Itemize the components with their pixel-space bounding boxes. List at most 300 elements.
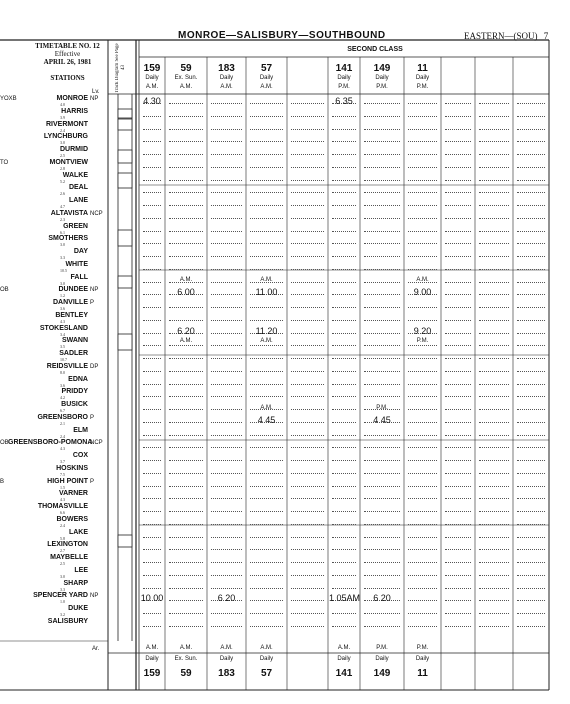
station-distance: 3.2 bbox=[60, 612, 65, 617]
leader-dots bbox=[517, 154, 545, 155]
leader-dots bbox=[445, 141, 471, 142]
leader-dots bbox=[291, 282, 324, 283]
leader-dots bbox=[479, 358, 509, 359]
leader-dots bbox=[169, 626, 203, 627]
leader-dots bbox=[291, 409, 324, 410]
leader-dots bbox=[445, 307, 471, 308]
station-name: SADLER bbox=[59, 350, 88, 357]
leader-dots bbox=[169, 205, 203, 206]
schedule-time: 9 00 bbox=[413, 287, 432, 298]
leader-dots bbox=[291, 562, 324, 563]
leader-dots bbox=[479, 575, 509, 576]
leader-dots bbox=[169, 600, 203, 601]
leader-dots bbox=[479, 588, 509, 589]
leader-dots bbox=[250, 218, 283, 219]
meridiem-bottom: P.M. bbox=[416, 645, 429, 651]
station-name: WALKE bbox=[62, 171, 88, 179]
leader-dots bbox=[408, 498, 437, 499]
leader-dots bbox=[250, 435, 283, 436]
train-number-header: 149 bbox=[373, 63, 391, 74]
leader-dots bbox=[517, 626, 545, 627]
station-distance: 2.5 bbox=[60, 153, 65, 158]
leader-dots bbox=[364, 333, 400, 334]
leader-dots bbox=[291, 192, 324, 193]
leader-dots bbox=[408, 180, 437, 181]
leader-dots bbox=[211, 269, 242, 270]
leader-dots bbox=[517, 460, 545, 461]
leader-dots bbox=[169, 167, 203, 168]
leader-dots bbox=[364, 562, 400, 563]
leader-dots bbox=[250, 537, 283, 538]
leader-dots bbox=[517, 537, 545, 538]
leader-dots bbox=[517, 320, 545, 321]
leader-dots bbox=[479, 498, 509, 499]
leader-dots bbox=[479, 562, 509, 563]
station-name: MAYBELLE bbox=[50, 554, 88, 561]
leader-dots bbox=[517, 473, 545, 474]
leader-dots bbox=[332, 218, 356, 219]
leader-dots bbox=[408, 422, 437, 423]
leader-dots bbox=[250, 486, 283, 487]
leader-dots bbox=[291, 294, 324, 295]
leader-dots bbox=[364, 358, 400, 359]
leader-dots bbox=[408, 231, 437, 232]
leader-dots bbox=[143, 486, 161, 487]
leader-dots bbox=[517, 116, 545, 117]
leader-dots bbox=[291, 243, 324, 244]
leader-dots bbox=[517, 498, 545, 499]
eastern-text: EASTERN—(SOU) bbox=[464, 31, 538, 41]
leader-dots bbox=[169, 371, 203, 372]
station-name: DUNDEE bbox=[58, 286, 88, 294]
leader-dots bbox=[250, 384, 283, 385]
schedule-time: 6 20 bbox=[177, 325, 195, 336]
station-distance: 10.7 bbox=[60, 357, 67, 362]
leader-dots bbox=[250, 231, 283, 232]
leader-dots bbox=[332, 396, 356, 397]
leader-dots bbox=[143, 498, 161, 499]
leader-dots bbox=[143, 218, 161, 219]
leader-dots bbox=[143, 460, 161, 461]
meridiem-bottom: A.M. bbox=[337, 645, 351, 651]
leader-dots bbox=[479, 409, 509, 410]
train-number-footer: 149 bbox=[373, 668, 391, 679]
station-distance: 3.3 bbox=[60, 586, 65, 592]
leader-dots bbox=[479, 486, 509, 487]
schedule-time: 6 20 bbox=[373, 593, 391, 604]
station-name: LEE bbox=[74, 566, 88, 574]
leader-dots bbox=[332, 435, 356, 436]
meridiem-bottom: P.M. bbox=[376, 645, 388, 651]
leader-dots bbox=[445, 396, 471, 397]
station-distance: 3.4 bbox=[60, 331, 65, 337]
leader-dots bbox=[408, 345, 437, 346]
leader-dots bbox=[479, 141, 509, 142]
leader-dots bbox=[169, 218, 203, 219]
leader-dots bbox=[250, 371, 283, 372]
station-facility: NCP bbox=[90, 210, 103, 217]
leader-dots bbox=[517, 167, 545, 168]
leader-dots bbox=[364, 345, 400, 346]
leader-dots bbox=[332, 180, 356, 181]
leader-dots bbox=[332, 358, 356, 359]
leader-dots bbox=[169, 524, 203, 525]
leader-dots bbox=[479, 180, 509, 181]
leader-dots bbox=[364, 256, 400, 257]
leader-dots bbox=[332, 384, 356, 385]
leader-dots bbox=[408, 205, 437, 206]
leader-dots bbox=[332, 269, 356, 270]
leader-dots bbox=[169, 537, 203, 538]
leader-dots bbox=[143, 116, 161, 117]
station-name: MONROE bbox=[56, 95, 88, 102]
leader-dots bbox=[211, 422, 242, 423]
leader-dots bbox=[250, 192, 283, 193]
leader-dots bbox=[169, 486, 203, 487]
station-facility: P bbox=[90, 478, 95, 485]
leader-dots bbox=[250, 498, 283, 499]
leader-dots bbox=[143, 358, 161, 359]
station-name: BOWERS bbox=[56, 515, 88, 523]
leader-dots bbox=[332, 154, 356, 155]
leader-dots bbox=[332, 473, 356, 474]
leader-dots bbox=[408, 129, 437, 130]
station-name: DAY bbox=[73, 248, 88, 255]
leader-dots bbox=[445, 231, 471, 232]
leader-dots bbox=[479, 549, 509, 550]
leader-dots bbox=[211, 537, 242, 538]
leader-dots bbox=[211, 103, 242, 104]
leader-dots bbox=[211, 294, 242, 295]
leader-dots bbox=[211, 588, 242, 589]
page-number: 7 bbox=[543, 31, 549, 41]
leader-dots bbox=[291, 384, 324, 385]
leader-dots bbox=[169, 396, 203, 397]
leader-dots bbox=[445, 282, 471, 283]
station-name: GREENSBORO-POMONA bbox=[8, 439, 93, 447]
leader-dots bbox=[143, 129, 161, 130]
leader-dots bbox=[169, 447, 203, 448]
leader-dots bbox=[332, 422, 356, 423]
train-days-footer: Daily bbox=[219, 656, 234, 662]
leader-dots bbox=[211, 371, 242, 372]
leader-dots bbox=[408, 154, 437, 155]
leader-dots bbox=[364, 447, 400, 448]
train-number-footer: 159 bbox=[143, 668, 161, 679]
effective-label: Effective bbox=[54, 50, 81, 58]
leader-dots bbox=[408, 613, 437, 614]
leader-dots bbox=[291, 218, 324, 219]
leader-dots bbox=[479, 192, 509, 193]
leader-dots bbox=[517, 486, 545, 487]
leader-dots bbox=[291, 422, 324, 423]
leader-dots bbox=[211, 486, 242, 487]
leader-dots bbox=[517, 333, 545, 334]
leader-dots bbox=[169, 422, 203, 423]
station-code: YOXB bbox=[0, 96, 17, 102]
train-number-footer: 57 bbox=[260, 668, 273, 679]
leader-dots bbox=[143, 231, 161, 232]
leader-dots bbox=[364, 549, 400, 550]
station-name: GREEN bbox=[63, 222, 88, 230]
leader-dots bbox=[250, 600, 283, 601]
train-days-header: Daily bbox=[337, 75, 351, 81]
station-name: DUKE bbox=[68, 605, 88, 612]
leader-dots bbox=[332, 333, 356, 334]
leader-dots bbox=[445, 498, 471, 499]
leader-dots bbox=[408, 588, 437, 589]
leader-dots bbox=[479, 103, 509, 104]
leader-dots bbox=[364, 588, 400, 589]
leader-dots bbox=[479, 613, 509, 614]
leader-dots bbox=[332, 320, 356, 321]
station-name: LANE bbox=[68, 197, 88, 204]
leader-dots bbox=[332, 345, 356, 346]
leader-dots bbox=[445, 103, 471, 104]
leader-dots bbox=[143, 409, 161, 410]
leader-dots bbox=[250, 320, 283, 321]
train-number-footer: 141 bbox=[335, 668, 353, 679]
leader-dots bbox=[291, 613, 324, 614]
leader-dots bbox=[143, 562, 161, 563]
leader-dots bbox=[332, 129, 356, 130]
leader-dots bbox=[332, 141, 356, 142]
leader-dots bbox=[169, 243, 203, 244]
leader-dots bbox=[211, 141, 242, 142]
leader-dots bbox=[250, 269, 283, 270]
leader-dots bbox=[250, 588, 283, 589]
schedule-time: 6 35 bbox=[335, 96, 353, 106]
leader-dots bbox=[445, 294, 471, 295]
page-title: MONROE—SALISBURY—SOUTHBOUND bbox=[178, 30, 386, 41]
leader-dots bbox=[143, 473, 161, 474]
leader-dots bbox=[250, 626, 283, 627]
station-distance: 5.2 bbox=[60, 178, 65, 184]
station-name: DEAL bbox=[68, 184, 88, 192]
station-name: GREENSBORO bbox=[37, 413, 88, 421]
train-days-header: Daily bbox=[259, 75, 274, 81]
leader-dots bbox=[143, 141, 161, 142]
station-name: FALL bbox=[70, 273, 88, 281]
leader-dots bbox=[291, 129, 324, 130]
leader-dots bbox=[408, 460, 437, 461]
station-distance: 8.0 bbox=[60, 369, 65, 375]
leader-dots bbox=[143, 269, 161, 270]
leader-dots bbox=[143, 588, 161, 589]
leader-dots bbox=[445, 345, 471, 346]
leader-dots bbox=[332, 282, 356, 283]
leader-dots bbox=[291, 575, 324, 576]
leader-dots bbox=[211, 549, 242, 550]
leader-dots bbox=[332, 498, 356, 499]
leader-dots bbox=[143, 294, 161, 295]
leader-dots bbox=[291, 447, 324, 448]
leader-dots bbox=[479, 282, 509, 283]
leader-dots bbox=[517, 575, 545, 576]
station-distance: 3.6 bbox=[60, 306, 65, 311]
station-facility: P bbox=[90, 300, 95, 306]
leader-dots bbox=[445, 511, 471, 512]
leader-dots bbox=[479, 256, 509, 257]
leader-dots bbox=[445, 473, 471, 474]
leader-dots bbox=[517, 562, 545, 563]
leader-dots bbox=[408, 256, 437, 257]
meridiem-top: P.M. bbox=[338, 84, 350, 90]
leader-dots bbox=[445, 129, 471, 130]
station-name: COX bbox=[72, 452, 88, 459]
station-facility: NP bbox=[90, 96, 99, 102]
leader-dots bbox=[211, 358, 242, 359]
leader-dots bbox=[332, 562, 356, 563]
meridiem-bottom: A.M. bbox=[145, 645, 159, 651]
leader-dots bbox=[211, 498, 242, 499]
leader-dots bbox=[143, 167, 161, 168]
leader-dots bbox=[250, 154, 283, 155]
leader-dots bbox=[291, 358, 324, 359]
leader-dots bbox=[445, 269, 471, 270]
train-number-header: 11 bbox=[417, 63, 428, 74]
leader-dots bbox=[211, 218, 242, 219]
leader-dots bbox=[517, 129, 545, 130]
leader-dots bbox=[291, 116, 324, 117]
train-days-footer: Daily bbox=[145, 656, 159, 662]
leader-dots bbox=[169, 409, 203, 410]
leader-dots bbox=[479, 205, 509, 206]
leader-dots bbox=[445, 549, 471, 550]
leader-dots bbox=[169, 103, 203, 104]
schedule-time: 9 20 bbox=[413, 325, 432, 336]
leader-dots bbox=[445, 167, 471, 168]
leader-dots bbox=[169, 460, 203, 461]
train-number-header: 57 bbox=[260, 63, 273, 74]
leader-dots bbox=[408, 371, 437, 372]
leader-dots bbox=[408, 103, 437, 104]
train-days-header: Ex. Sun. bbox=[174, 75, 198, 81]
schedule-time: 10 00 bbox=[140, 593, 164, 604]
station-distance: 1.0 bbox=[60, 599, 65, 605]
station-distance: 4.3 bbox=[60, 318, 65, 324]
leader-dots bbox=[169, 256, 203, 257]
leader-dots bbox=[211, 396, 242, 397]
leader-dots bbox=[445, 537, 471, 538]
leader-dots bbox=[143, 154, 161, 155]
leader-dots bbox=[445, 600, 471, 601]
leader-dots bbox=[211, 435, 242, 436]
meridiem-top: A.M. bbox=[220, 84, 233, 90]
leader-dots bbox=[250, 116, 283, 117]
leader-dots bbox=[211, 575, 242, 576]
station-distance: 3.0 bbox=[60, 140, 65, 146]
leader-dots bbox=[250, 575, 283, 576]
leader-dots bbox=[291, 486, 324, 487]
leader-dots bbox=[408, 447, 437, 448]
station-distance: 2.7 bbox=[60, 548, 65, 554]
station-name: ALTAVISTA bbox=[50, 209, 88, 217]
station-name: PRIDDY bbox=[61, 388, 88, 396]
leader-dots bbox=[517, 600, 545, 601]
leader-dots bbox=[445, 333, 471, 334]
train-days-footer: Daily bbox=[415, 656, 430, 662]
leader-dots bbox=[250, 141, 283, 142]
train-number-footer: 59 bbox=[180, 668, 192, 679]
station-distance: 2.5 bbox=[60, 561, 65, 566]
schedule-time: 4 45 bbox=[257, 414, 276, 425]
leader-dots bbox=[332, 167, 356, 168]
station-name: EDNA bbox=[68, 375, 88, 383]
leader-dots bbox=[250, 613, 283, 614]
leader-dots bbox=[211, 282, 242, 283]
leader-dots bbox=[143, 549, 161, 550]
leader-dots bbox=[517, 243, 545, 244]
station-code: OB bbox=[0, 440, 9, 447]
leader-dots bbox=[517, 282, 545, 283]
leader-dots bbox=[332, 447, 356, 448]
leader-dots bbox=[211, 231, 242, 232]
leader-dots bbox=[291, 307, 324, 308]
stations-heading: STATIONS bbox=[50, 74, 85, 82]
leader-dots bbox=[250, 460, 283, 461]
leader-dots bbox=[517, 435, 545, 436]
leader-dots bbox=[445, 447, 471, 448]
station-name: BUSICK bbox=[61, 401, 88, 408]
leader-dots bbox=[332, 294, 356, 295]
station-name: LAKE bbox=[68, 528, 88, 536]
leader-dots bbox=[408, 116, 437, 117]
leader-dots bbox=[143, 384, 161, 385]
station-name: RIVERMONT bbox=[46, 120, 88, 128]
leader-dots bbox=[169, 384, 203, 385]
leader-dots bbox=[517, 511, 545, 512]
leader-dots bbox=[169, 192, 203, 193]
station-distance: 4.3 bbox=[60, 497, 65, 503]
leader-dots bbox=[364, 511, 400, 512]
leader-dots bbox=[517, 549, 545, 550]
leader-dots bbox=[517, 103, 545, 104]
leader-dots bbox=[211, 345, 242, 346]
leader-dots bbox=[332, 116, 356, 117]
station-code: OB bbox=[0, 287, 9, 294]
leader-dots bbox=[479, 511, 509, 512]
leader-dots bbox=[169, 358, 203, 359]
leader-dots bbox=[332, 588, 356, 589]
leader-dots bbox=[364, 205, 400, 206]
leader-dots bbox=[169, 498, 203, 499]
leader-dots bbox=[291, 588, 324, 589]
timetable-number: TIMETABLE NO. 12 bbox=[35, 42, 100, 50]
leader-dots bbox=[364, 307, 400, 308]
leader-dots bbox=[479, 320, 509, 321]
leader-dots bbox=[408, 307, 437, 308]
leader-dots bbox=[211, 384, 242, 385]
station-name: STOKESLAND bbox=[39, 324, 88, 332]
leader-dots bbox=[211, 460, 242, 461]
leader-dots bbox=[408, 396, 437, 397]
leader-dots bbox=[517, 409, 545, 410]
leader-dots bbox=[479, 473, 509, 474]
station-distance: 7.5 bbox=[60, 471, 65, 477]
leader-dots bbox=[408, 435, 437, 436]
schedule-time: 11 20 bbox=[255, 325, 278, 336]
leader-dots bbox=[479, 396, 509, 397]
leader-dots bbox=[408, 141, 437, 142]
leader-dots bbox=[211, 447, 242, 448]
leader-dots bbox=[332, 511, 356, 512]
leader-dots bbox=[408, 320, 437, 321]
leader-dots bbox=[445, 154, 471, 155]
leader-dots bbox=[479, 447, 509, 448]
leader-dots bbox=[332, 409, 356, 410]
leader-dots bbox=[517, 218, 545, 219]
